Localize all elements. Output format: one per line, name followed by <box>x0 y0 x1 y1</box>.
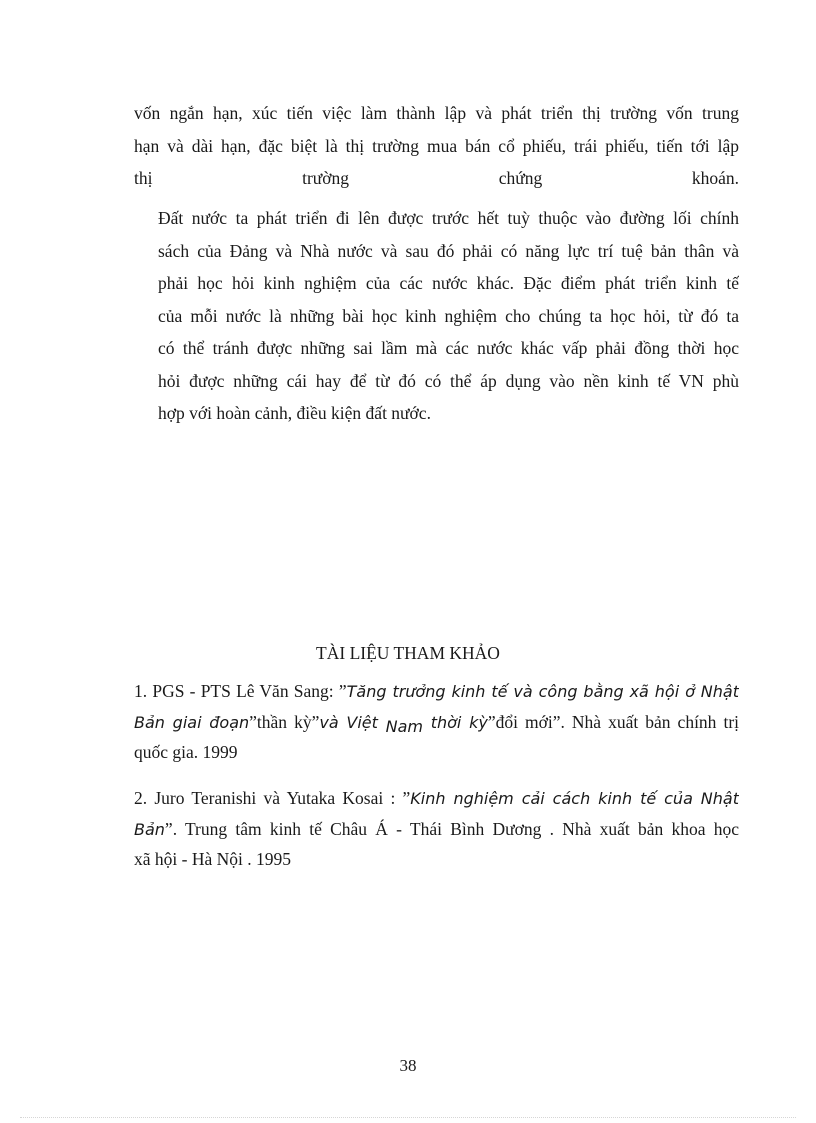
reference-item-1 <box>134 676 739 768</box>
reference-title-subscript: Nam <box>385 716 423 736</box>
body-paragraph-1 <box>134 97 739 195</box>
reference-line <box>134 707 739 738</box>
reference-line: xã hội - Hà Nội . 1995 <box>134 849 291 869</box>
reference-title: Bản giai đoạn <box>134 712 250 732</box>
paragraph-line: Đất nước ta phát triển đi lên được trước hết tuỳ thuộc vào đường lối chính <box>158 208 739 228</box>
paragraph-line: phải học hỏi kinh nghiệm của các nước khác. Đặc điểm phát triển kinh tế <box>158 273 739 293</box>
reference-title: Kinh nghiệm cải cách kinh tế của Nhật <box>410 789 739 808</box>
page-number: 38 <box>399 1056 417 1075</box>
reference-title: Tăng trưởng kinh tế và công bằng xã hội ở Nhật <box>346 682 739 701</box>
reference-line: quốc gia. 1999 <box>134 742 238 762</box>
paragraph-line: sách của Đảng và Nhà nước và sau đó phải có năng lực trí tuệ bản thân và <box>158 240 739 261</box>
paragraph-line: vốn ngắn hạn, xúc tiến việc làm thành lập và phát triển thị trường vốn trung <box>134 103 739 123</box>
reference-publisher: ”đổi mới”. Nhà xuất bản chính trị <box>487 711 739 732</box>
reference-title: thời kỳ <box>422 712 488 732</box>
page-bottom-divider <box>20 1117 796 1118</box>
reference-item-2 <box>134 783 739 875</box>
reference-line <box>134 676 739 707</box>
paragraph-line: hạn và dài hạn, đặc biệt là thị trường mua bán cổ phiếu, trái phiếu, tiến tới lập <box>134 135 739 156</box>
paragraph-line: hỏi được những cái hay để từ đó có thể áp dụng vào nền kinh tế VN phù <box>158 370 739 391</box>
paragraph-line: thị trường chứng khoán. <box>134 168 739 188</box>
paragraph-line: hợp với hoàn cảnh, điều kiện đất nước. <box>158 403 431 423</box>
paragraph-line: của mỗi nước là những bài học kinh nghiệm cho chúng ta học hỏi, từ đó ta <box>158 305 739 326</box>
reference-author: 2. Juro Teranishi và Yutaka Kosai : ” <box>134 788 411 808</box>
reference-line <box>134 783 739 814</box>
reference-quote: ”thần kỳ” <box>249 711 320 732</box>
reference-title: Bản <box>134 819 165 839</box>
reference-author: 1. PGS - PTS Lê Văn Sang: ” <box>134 681 347 701</box>
reference-line <box>134 814 739 845</box>
reference-title: và Việt <box>319 712 386 732</box>
paragraph-line: có thể tránh được những sai lầm mà các nước khác vấp phải đồng thời học <box>158 338 739 358</box>
references-heading: TÀI LIỆU THAM KHẢO <box>316 643 500 663</box>
body-paragraph-2 <box>158 202 739 430</box>
reference-publisher: ”. Trung tâm kinh tế Châu Á - Thái Bình Dương . Nhà xuất bản khoa học <box>164 818 739 839</box>
